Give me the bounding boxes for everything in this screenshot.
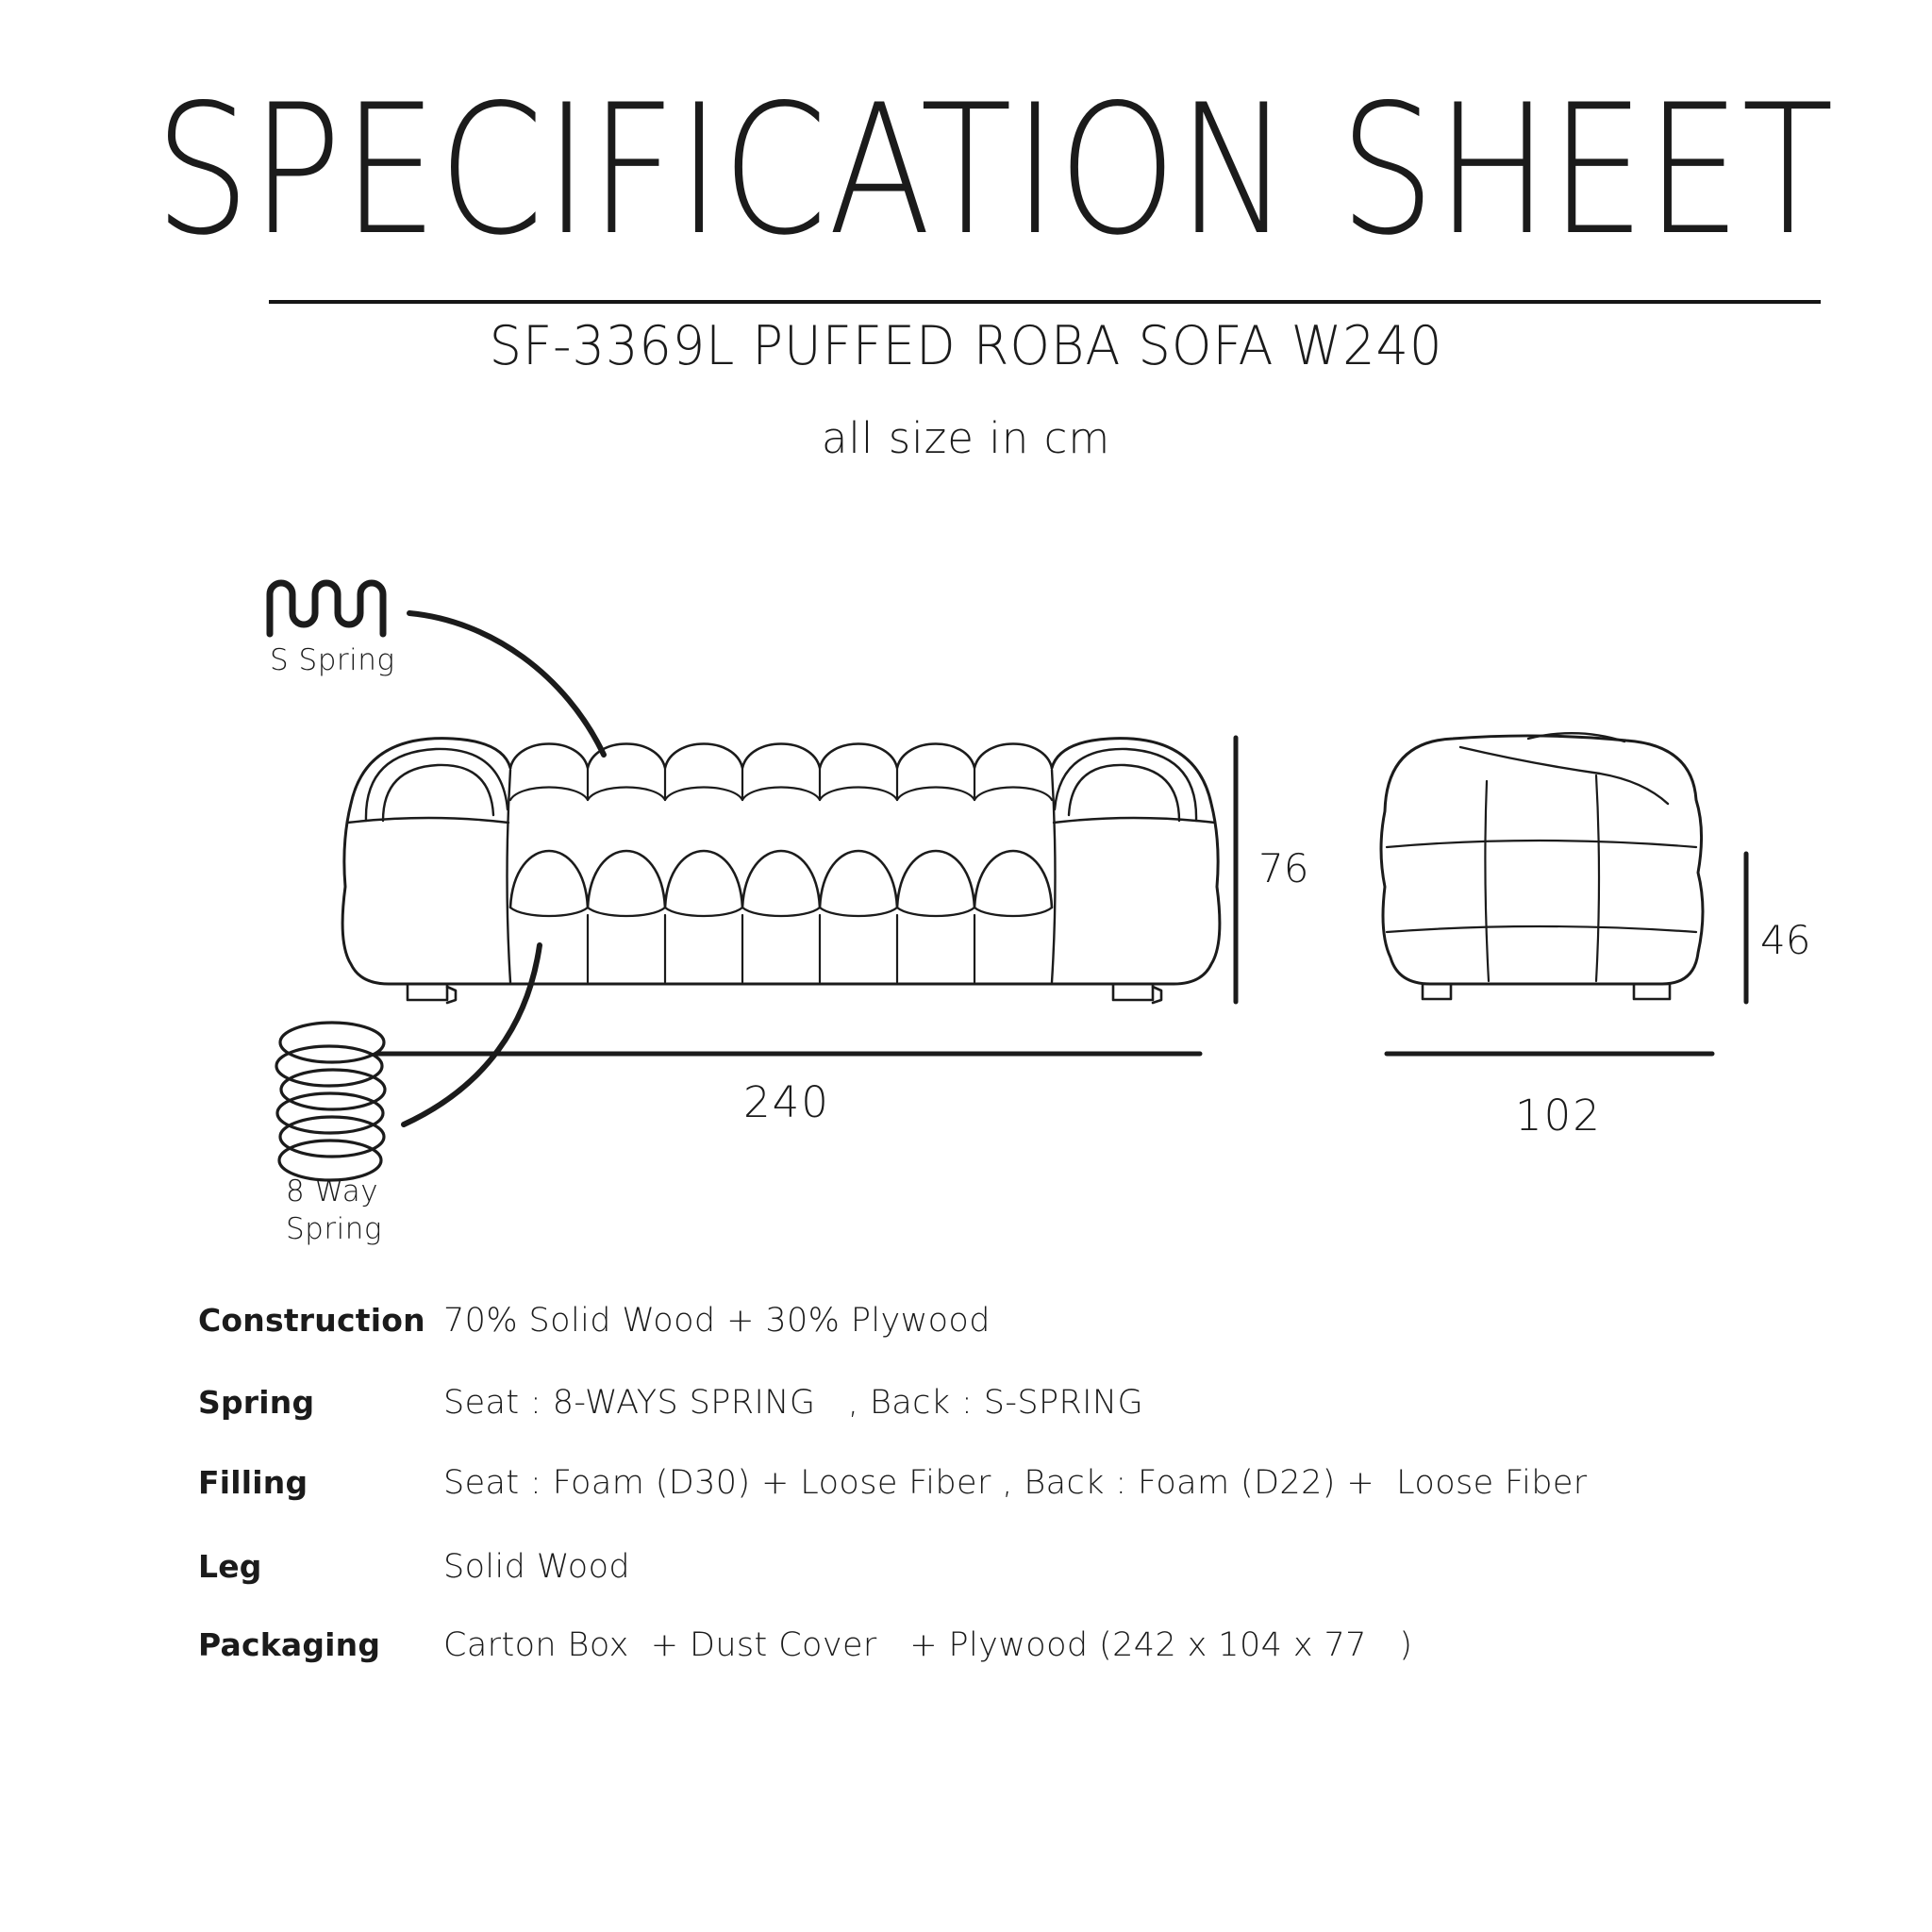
coil-spring-icon bbox=[276, 1023, 385, 1180]
spec-value: Carton Box + Dust Cover + Plywood (242 x 104 x 77 ) bbox=[443, 1626, 1413, 1664]
spec-value: Solid Wood bbox=[443, 1548, 631, 1586]
eight-way-spring-label-line2: Spring bbox=[286, 1212, 382, 1246]
s-spring-label: S Spring bbox=[270, 643, 395, 677]
spec-row-packaging bbox=[198, 1626, 1412, 1664]
spec-value: 70% Solid Wood + 30% Plywood bbox=[443, 1302, 991, 1340]
sofa-front-view bbox=[342, 739, 1220, 1003]
s-spring-leader-line bbox=[409, 613, 604, 755]
spec-label: Filling bbox=[198, 1464, 308, 1501]
side-height-value: 46 bbox=[1760, 917, 1811, 963]
spec-row-construction bbox=[198, 1302, 991, 1340]
front-height-value: 76 bbox=[1258, 845, 1309, 891]
product-name: SF-3369L PUFFED ROBA SOFA W240 bbox=[489, 315, 1443, 377]
front-width-value: 240 bbox=[743, 1077, 830, 1127]
spec-value: Seat : 8-WAYS SPRING , Back : S-SPRING bbox=[443, 1384, 1144, 1422]
dimension-lines bbox=[377, 738, 1746, 1054]
spec-row-leg bbox=[198, 1548, 630, 1586]
s-spring-icon bbox=[270, 583, 383, 634]
eight-way-spring-label bbox=[286, 1173, 382, 1248]
sofa-side-view bbox=[1381, 733, 1703, 999]
spec-label: Leg bbox=[198, 1548, 262, 1585]
size-unit-note: all size in cm bbox=[821, 413, 1111, 463]
eight-way-spring-label-line1: 8 Way bbox=[286, 1174, 379, 1208]
side-width-value: 102 bbox=[1515, 1091, 1602, 1141]
coil-spring-leader-line bbox=[404, 945, 540, 1124]
spec-row-filling bbox=[198, 1464, 1588, 1502]
spec-label: Construction bbox=[198, 1302, 425, 1339]
spec-label: Packaging bbox=[198, 1626, 381, 1663]
page-title: SPECIFICATION SHEET bbox=[154, 66, 1835, 275]
spec-value: Seat : Foam (D30) + Loose Fiber , Back : Foam (D22) + Loose Fiber bbox=[443, 1464, 1588, 1502]
spec-label: Spring bbox=[198, 1384, 315, 1421]
spec-row-spring bbox=[198, 1384, 1143, 1422]
